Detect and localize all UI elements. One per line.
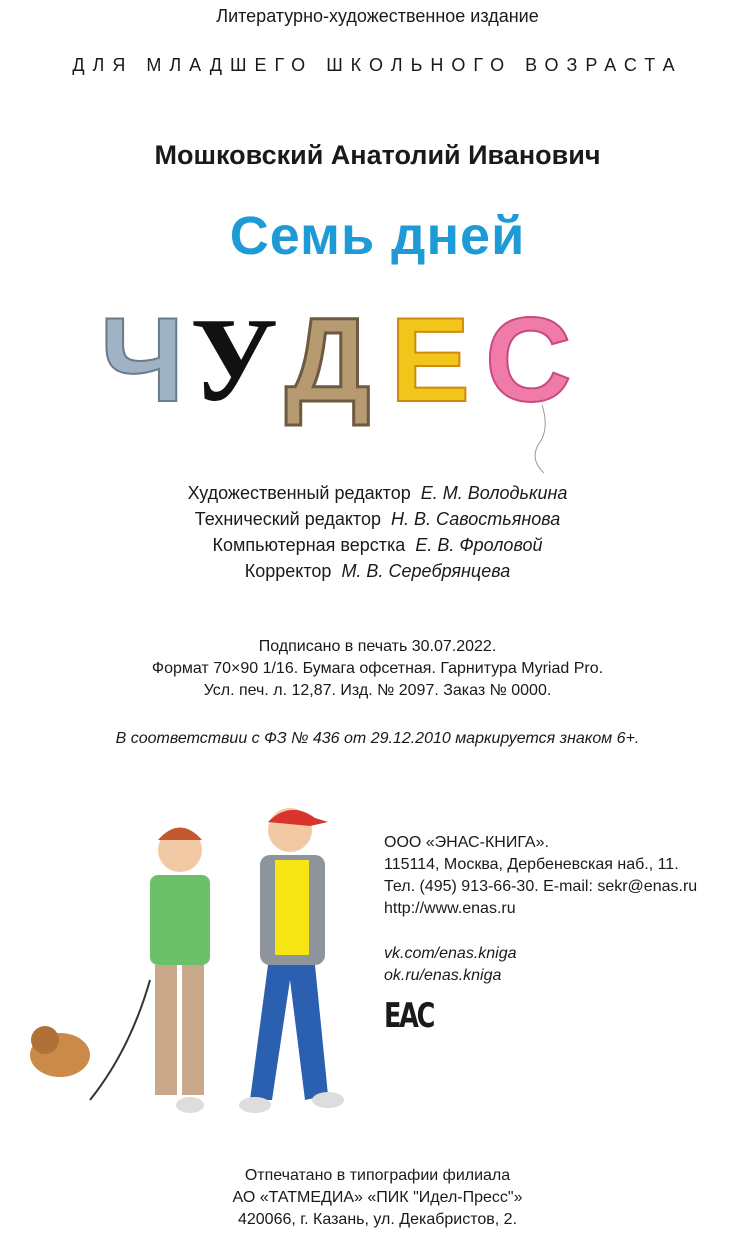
title-letter-d: Д [285, 293, 371, 427]
author-name: Мошковский Анатолий Иванович [154, 140, 601, 170]
credits [0, 480, 755, 584]
printer-line: 420066, г. Казань, ул. Декабристов, 2. [237, 1211, 518, 1228]
title-letter-ch: Ч [100, 293, 185, 427]
credit-name: Е. М. Володькина [420, 483, 568, 503]
age-group: ДЛЯ МЛАДШЕГО ШКОЛЬНОГО ВОЗРАСТА [72, 55, 683, 75]
credit-name: Е. В. Фроловой [415, 535, 543, 555]
title-letter-e: Е [390, 293, 471, 427]
credit-row [0, 532, 755, 558]
balloon-string-icon [530, 405, 560, 475]
law-note: В соответствии с ФЗ № 436 от 29.12.2010 маркируется знаком 6+. [115, 730, 640, 747]
boys-with-dog-illustration [10, 800, 370, 1140]
printer-line: АО «ТАТМЕДИА» «ПИК "Идел-Пресс"» [232, 1189, 523, 1206]
title-letter-u: У [190, 293, 279, 426]
publisher-info [384, 832, 697, 920]
social-links [384, 943, 517, 987]
credit-row [0, 480, 755, 506]
print-line: Усл. печ. л. 12,87. Изд. № 2097. Заказ № 0000. [203, 682, 552, 699]
print-info [0, 636, 755, 702]
credit-name: Н. В. Савостьянова [391, 509, 561, 529]
credit-role: Компьютерная верстка [212, 535, 406, 555]
credit-row [0, 558, 755, 584]
credit-role: Технический редактор [194, 509, 381, 529]
book-title-logo [100, 295, 620, 425]
print-line: Подписано в печать 30.07.2022. [258, 638, 497, 655]
edition-kind: Литературно-художественное издание [216, 6, 539, 26]
print-line: Формат 70×90 1/16. Бумага офсетная. Гарнитура Myriad Pro. [151, 660, 604, 677]
book-title-line1: Семь дней [229, 206, 526, 266]
printer-info [0, 1165, 755, 1231]
printer-line: Отпечатано в типографии филиала [244, 1167, 511, 1184]
credit-name: М. В. Серебрянцева [341, 561, 511, 581]
credit-role: Художественный редактор [187, 483, 411, 503]
social-link-ok: ok.ru/enas.kniga [384, 967, 502, 984]
publisher-website: http://www.enas.ru [384, 900, 516, 917]
publisher-contacts: Тел. (495) 913-66-30. E-mail: sekr@enas.ru [384, 878, 698, 895]
credit-row [0, 506, 755, 532]
title-letter-s: С [485, 293, 572, 427]
publisher-address: 115114, Москва, Дербеневская наб., 11. [384, 856, 679, 873]
eac-mark-icon: ЕАС [384, 996, 434, 1036]
credit-role: Корректор [244, 561, 332, 581]
publisher-name: ООО «ЭНАС-КНИГА». [384, 834, 549, 851]
social-link-vk: vk.com/enas.kniga [384, 945, 517, 962]
